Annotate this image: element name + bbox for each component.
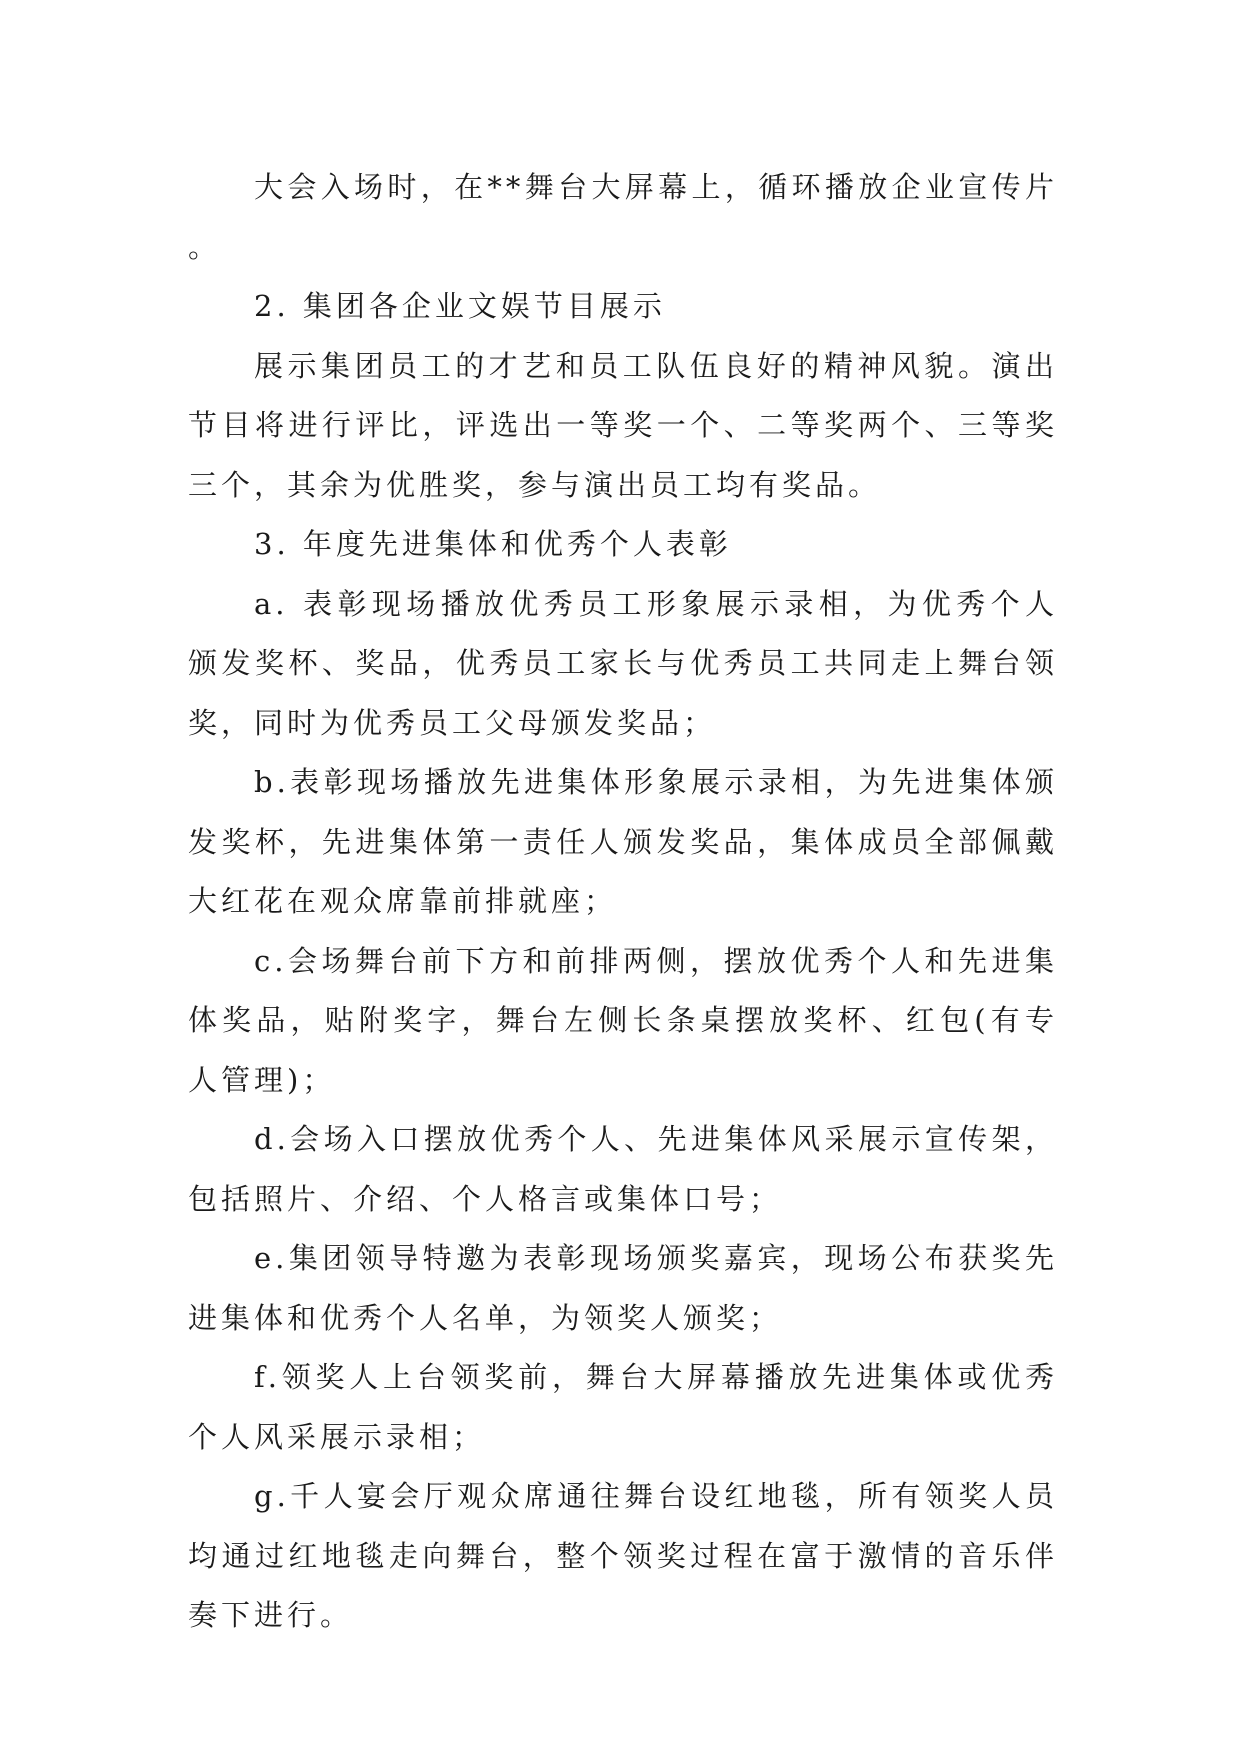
- document-body: [188, 158, 1058, 1646]
- list-item-c: c.会场舞台前下方和前排两侧，摆放优秀个人和先进集体奖品，贴附奖字，舞台左侧长条桌摆放奖杯、红包(有专人管理)；: [188, 943, 1058, 1097]
- list-item-f: f.领奖人上台领奖前，舞台大屏幕播放先进集体或优秀个人风采展示录相；: [188, 1360, 1058, 1454]
- list-item-b: b.表彰现场播放先进集体形象展示录相，为先进集体颁发奖杯，先进集体第一责任人颁发奖品，集体成员全部佩戴大红花在观众席靠前排就座；: [188, 765, 1058, 918]
- list-item-d: d.会场入口摆放优秀个人、先进集体风采展示宣传架，包括照片、介绍、个人格言或集体口号；: [188, 1122, 1058, 1216]
- heading-section-2: 2. 集团各企业文娱节目展示: [254, 289, 666, 323]
- paragraph-performances: 展示集团员工的才艺和员工队伍良好的精神风貌。演出节目将进行评比，评选出一等奖一个、二等奖两个、三等奖三个，其余为优胜奖，参与演出员工均有奖品。: [188, 348, 1058, 502]
- heading-section-3: 3. 年度先进集体和优秀个人表彰: [254, 527, 732, 561]
- list-item-g: g.千人宴会厅观众席通往舞台设红地毯，所有领奖人员均通过红地毯走向舞台，整个领奖过程在富于激情的音乐伴奏下进行。: [188, 1479, 1058, 1632]
- list-item-a: a. 表彰现场播放优秀员工形象展示录相，为优秀个人颁发奖杯、奖品，优秀员工家长与优秀员工共同走上舞台领奖，同时为优秀员工父母颁发奖品；: [188, 586, 1058, 740]
- list-item-e: e.集团领导特邀为表彰现场颁奖嘉宾，现场公布获奖先进集体和优秀个人名单，为领奖人颁奖；: [188, 1241, 1058, 1335]
- paragraph-intro-screen: 大会入场时，在**舞台大屏幕上，循环播放企业宣传片。: [188, 170, 1058, 264]
